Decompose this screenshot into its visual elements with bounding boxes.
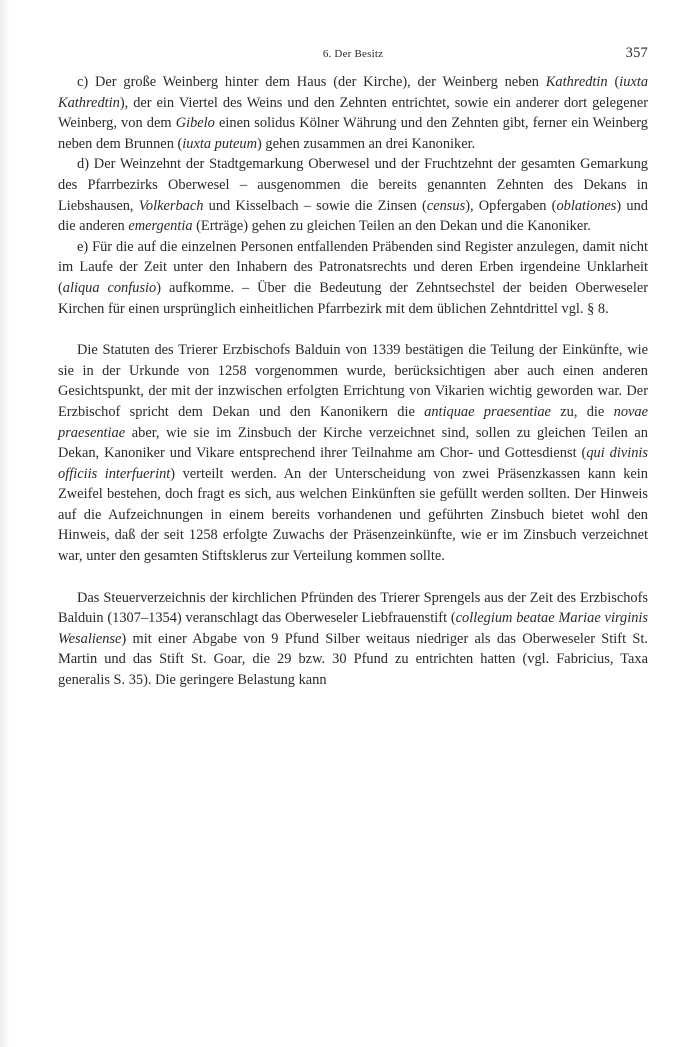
paragraph-steuerverzeichnis xyxy=(58,588,648,691)
text-run: einen solidus Kölner Währung und den Zehnten gibt, ferner ein Weinberg neben dem Brunnen ( xyxy=(58,115,649,152)
text-run: e) Für die auf die einzelnen Personen entfallenden Präbenden sind Register anzulegen, damit nicht im Laufe der Zeit unter den Inhabern des Patronatsrechts und deren Erben irgendeine Unklarheit ( xyxy=(58,238,648,296)
italic-term: collegium beatae Mariae virginis Wesaliense xyxy=(58,610,648,647)
paragraph-statuten xyxy=(58,340,648,567)
italic-term: emergentia xyxy=(128,218,193,235)
text-run: ), der ein Viertel des Weins und den Zehnten entrichtet, sowie ein anderer dort gelegener Weinberg, von dem xyxy=(58,94,648,132)
page-header xyxy=(58,46,648,66)
text-run: aber, wie sie im Zinsbuch der Kirche verzeichnet sind, sollen zu gleichen Teilen an Dekan, Kanoniker und Vikare entsprechend ihrer Teilnahme am Chor- und Gottesdienst ( xyxy=(58,424,648,462)
text-run: c) Der große Weinberg hinter dem Haus (der Kirche), der Weinberg neben xyxy=(77,74,546,90)
running-head: 6. Der Besitz xyxy=(322,48,384,60)
italic-term: census xyxy=(426,197,466,214)
text-run: und Kisselbach – sowie die Zinsen ( xyxy=(203,197,427,214)
text-run: ) und die anderen xyxy=(58,197,648,235)
text-run: ), Opfergaben ( xyxy=(465,197,557,214)
italic-term: Volkerbach xyxy=(138,197,204,214)
text-run: ) aufkomme. – Über die Bedeutung der Zehntsechstel der beiden Oberweseler Kirchen für einen ursprünglich einheitlichen Pfarrbezirk mit dem üblichen Zehntdrittel vgl. § 8. xyxy=(58,279,648,317)
text-run: ( xyxy=(607,74,620,90)
body-text xyxy=(58,72,648,691)
text-run: Das Steuerverzeichnis der kirchlichen Pfründen des Trierer Sprengels aus der Zeit des Erzbischofs Balduin (1307–1354) veranschlagt das Oberweseler Liebfrauenstift ( xyxy=(58,589,648,627)
text-run: zu, die xyxy=(550,403,614,420)
text-run: ) gehen zusammen an drei Kanoniker. xyxy=(257,135,476,152)
page-number: 357 xyxy=(625,45,648,61)
text-run: ) verteilt werden. An der Unterscheidung von zwei Präsenzkassen kann kein Zweifel bestehen, doch fragt es sich, aus welchen Einkünften sie gefüllt werden sollten. Der Hinweis auf die Aufzeichnungen in einem bereits vorhandenen und geführten Zinsbuch bietet wohl den Hinweis, daß der seit 1258 erfolgte Zuwachs der Präsenzeinkünfte, wie er im Zinsbuch verzeichnet war, unter den gesamten Stiftsklerus zur Verteilung kommen sollte. xyxy=(58,465,648,565)
page-binding-shadow xyxy=(0,0,10,1047)
text-run: d) Der Weinzehnt der Stadtgemarkung Oberwesel und der Fruchtzehnt der gesamten Gemarkung des Pfarrbezirks Oberwesel – ausgenommen die bereits genannten Zehnten des Dekans in Liebshausen, xyxy=(58,156,648,214)
italic-term: iuxta Kathredtin xyxy=(58,74,649,111)
italic-term: iuxta puteum xyxy=(182,135,258,152)
text-run: ) mit einer Abgabe von 9 Pfund Silber weitaus niedriger als das Oberweseler Stift St. Martin und das Stift St. Goar, die 29 bzw. 30 Pfund zu entrichten hatten (vgl. Fabricius, Taxa generalis S. 35). Die geringere Belastung kann xyxy=(58,630,648,689)
paragraph-c xyxy=(58,72,648,154)
italic-term: Kathredtin xyxy=(545,74,608,90)
paragraph-e xyxy=(58,237,648,319)
text-run: Die Statuten des Trierer Erzbischofs Balduin von 1339 bestätigen die Teilung der Einkünfte, wie sie in der Urkunde von 1258 vorgenommen wurde, berücksichtigen aber auch einen anderen Gesichtspunkt, der mit der inzwischen erfolgten Errichtung von Vikarien wichtig geworden war. Der Erzbischof spricht dem Dekan und den Kanonikern die xyxy=(58,342,648,420)
italic-term: antiquae praesentiae xyxy=(424,403,551,420)
italic-term: aliqua confusio xyxy=(62,279,157,296)
italic-term: Gibelo xyxy=(175,115,215,132)
italic-term: qui divinis officiis interfuerint xyxy=(58,445,649,482)
italic-term: novae praesentiae xyxy=(58,403,648,441)
paragraph-d xyxy=(58,154,648,236)
italic-term: oblationes xyxy=(556,197,617,214)
text-run: (Erträge) gehen zu gleichen Teilen an den Dekan und die Kanoniker. xyxy=(192,218,591,235)
